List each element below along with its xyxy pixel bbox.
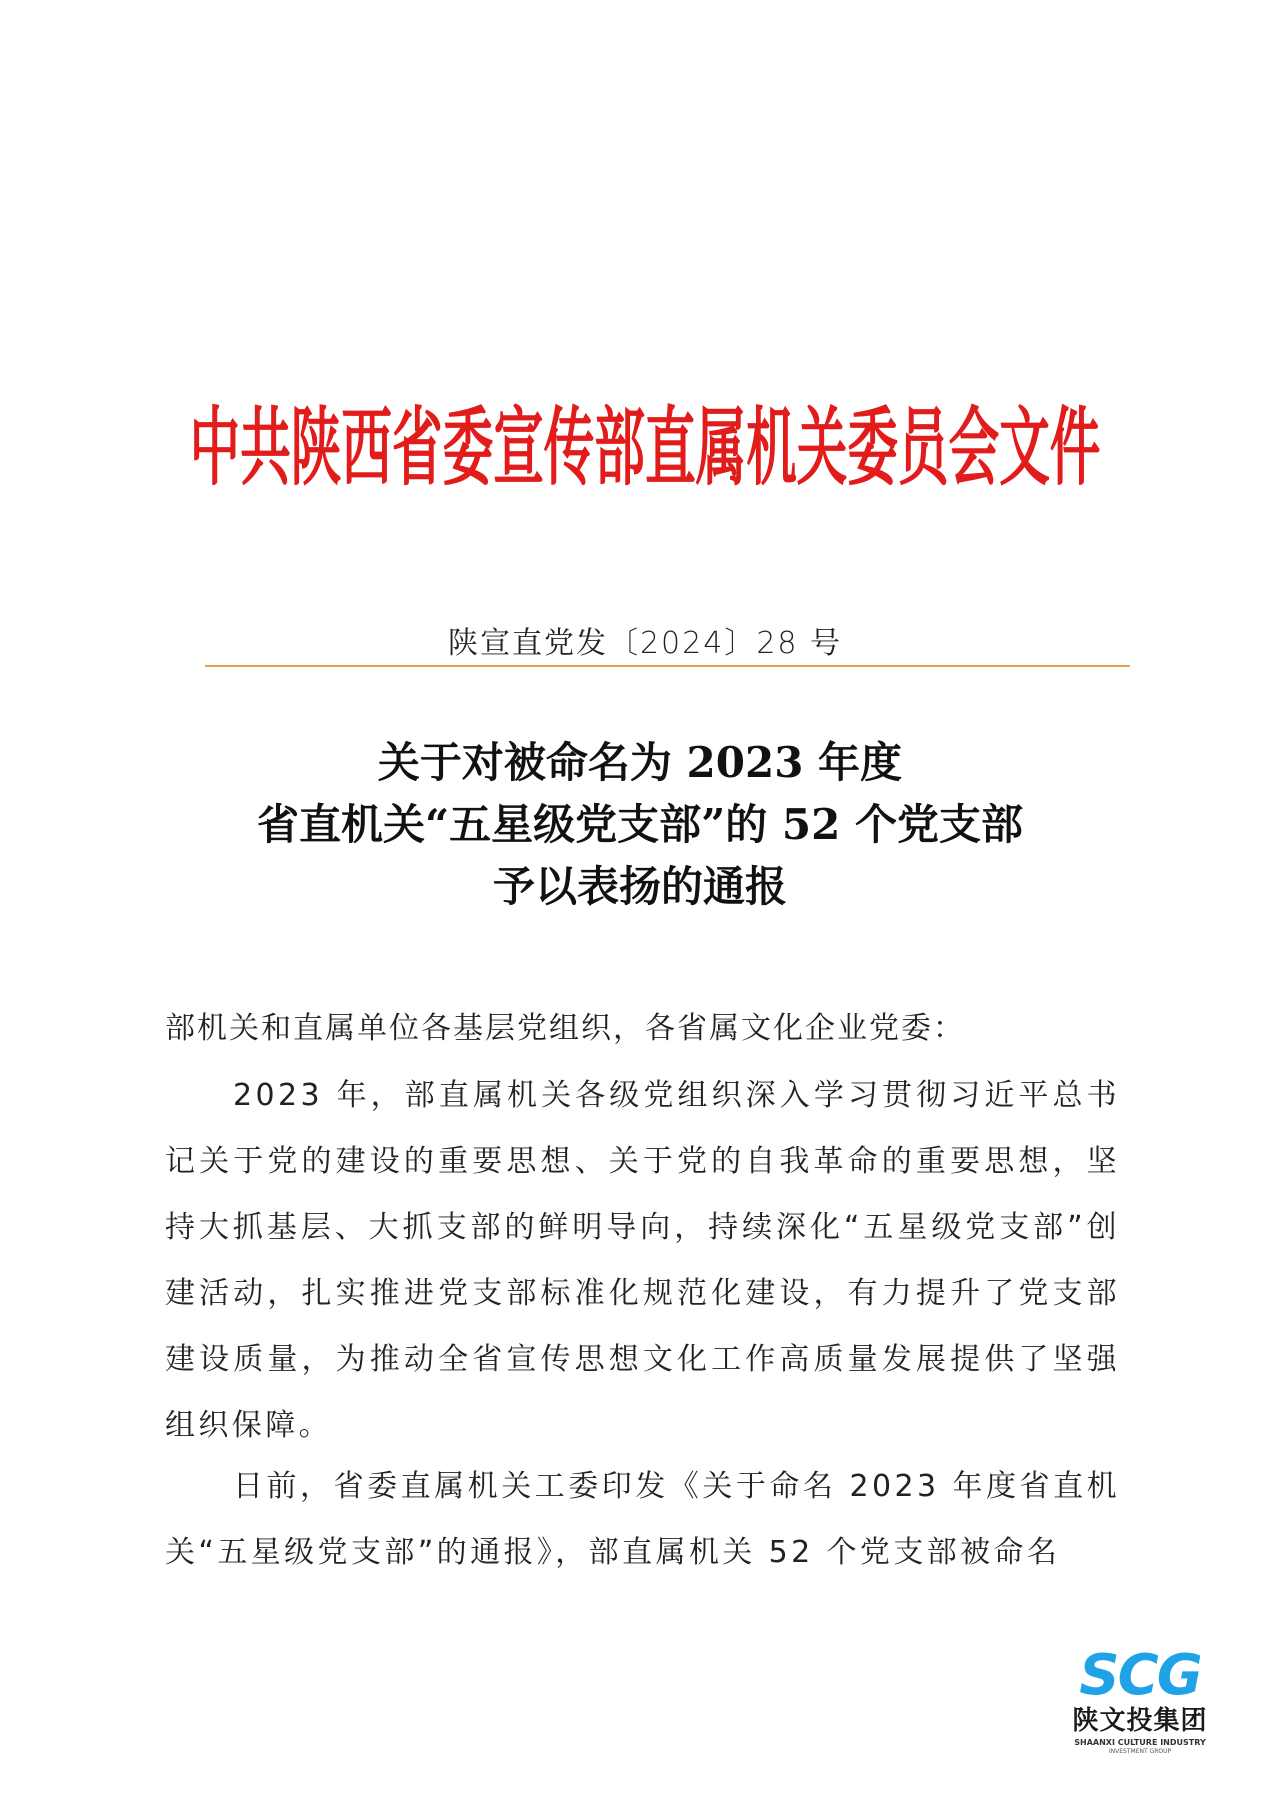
body-paragraph-1: 2023 年，部直属机关各级党组织深入学习贯彻习近平总书记关于党的建设的重要思想、关于党的自我革命的重要思想，坚持大抓基层、大抓支部的鲜明导向，持续深化“五星级党支部”创建活动，扎实推进党支部标准化规范化建设，有力提升了党支部建设质量，为推动全省宣传思想文化工作高质量发展提供了坚强组织保障。 — [165, 1078, 1120, 1443]
title-line-1: 关于对被命名为 2023 年度 — [377, 738, 903, 787]
masthead-divider-line — [205, 665, 1130, 667]
logo-english-name-2: INVESTMENT GROUP — [1108, 1748, 1172, 1755]
watermark-logo — [1050, 1643, 1230, 1768]
document-title — [140, 732, 1140, 918]
masthead-title: 中共陕西省委宣传部直属机关委员会文件 — [189, 395, 1101, 497]
title-line-3: 予以表扬的通报 — [492, 862, 787, 911]
title-line-2: 省直机关“五星级党支部”的 52 个党支部 — [256, 800, 1023, 849]
document-number: 陕宣直党发〔2024〕28 号 — [447, 626, 843, 661]
logo-english-name-1: SHAANXI CULTURE INDUSTRY — [1074, 1738, 1206, 1747]
salutation: 部机关和直属单位各基层党组织，各省属文化企业党委： — [165, 1011, 965, 1046]
body-paragraph-2: 日前，省委直属机关工委印发《关于命名 2023 年度省直机关“五星级党支部”的通报》，部直属机关 52 个党支部被命名 — [165, 1469, 1120, 1570]
document-masthead — [189, 380, 1101, 500]
logo-chinese-name: 陕文投集团 — [1072, 1706, 1208, 1736]
scg-logo-icon: SCG — [1079, 1643, 1201, 1708]
